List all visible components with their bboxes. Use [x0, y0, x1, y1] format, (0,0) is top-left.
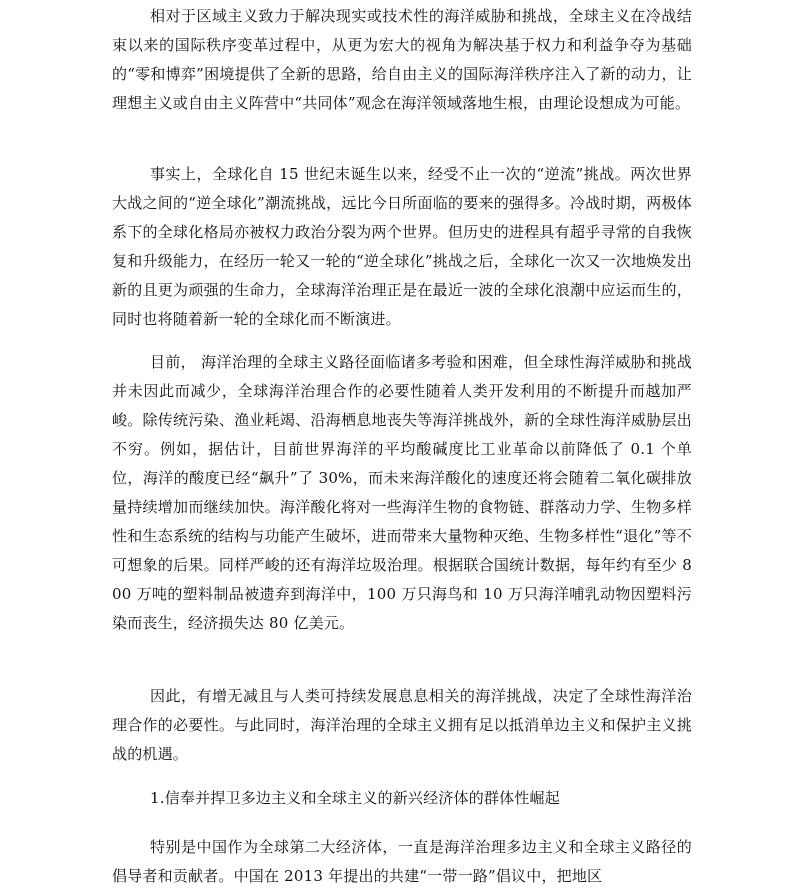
paragraph-necessity-of-cooperation: 因此，有增无减且与人类可持续发展息息相关的海洋挑战，决定了全球性海洋治理合作的必要性。与此同时，海洋治理的全球主义拥有足以抵消单边主义和保护主义挑战的机遇。: [112, 687, 692, 763]
paragraph-china-role: 特别是中国作为全球第二大经济体，一直是海洋治理多边主义和全球主义路径的倡导者和贡献者。中国在 2013 年提出的共建“一带一路”倡议中，把地区: [112, 838, 692, 885]
paragraph-ocean-threats: 目前， 海洋治理的全球主义路径面临诸多考验和困难，但全球性海洋威胁和挑战并未因此而减少，全球海洋治理合作的必要性随着人类开发利用的不断提升而越加严峻。除传统污染、渔业耗竭、沿海栖息地丧失等海洋挑战外，新的全球性海洋威胁层出不穷。例如，据估计，目前世界海洋的平均酸碱度比工业革命以前降低了 0.1 个单位，海洋的酸度已经“飙升”了 30%，而未来海洋酸化的速度还将会随着二氧化碳排放量持续增加而继续加快。海洋酸化将对一些海洋生物的食物链、群落动力学、生物多样性和生态系统的结构与功能产生破坏，进而带来大量物种灭绝、生物多样性“退化”等不可想象的后果。同样严峻的还有海洋垃圾治理。根据联合国统计数据，每年约有至少 800 万吨的塑料制品被遗弃到海洋中，100 万只海鸟和 10 万只海洋哺乳动物因塑料污染而丧生，经济损失达 80 亿美元。: [112, 353, 692, 632]
paragraph-globalization-history: 事实上，全球化自 15 世纪末诞生以来，经受不止一次的“逆流”挑战。两次世界大战之间的“逆全球化”潮流挑战，远比今日所面临的要来的强得多。冷战时期，两极体系下的全球化格局亦被权力政治分裂为两个世界。但历史的进程具有超乎寻常的自我恢复和升级能力，在经历一轮又一轮的“逆全球化”挑战之后，全球化一次又一次地焕发出新的且更为顽强的生命力，全球海洋治理正是在最近一波的全球化浪潮中应运而生的，同时也将随着新一轮的全球化而不断演进。: [112, 165, 692, 328]
section-heading: 1.信奉并捍卫多边主义和全球主义的新兴经济体的群体性崛起: [150, 789, 560, 807]
paragraph-globalism-vs-regionalism: 相对于区域主义致力于解决现实或技术性的海洋威胁和挑战，全球主义在冷战结束以来的国际秩序变革过程中，从更为宏大的视角为解决基于权力和利益争夺为基础的“零和博弈”困境提供了全新的思路，给自由主义的国际海洋秩序注入了新的动力，让理想主义或自由主义阵营中“共同体”观念在海洋领域落地生根，由理论设想成为可能。: [112, 7, 692, 112]
